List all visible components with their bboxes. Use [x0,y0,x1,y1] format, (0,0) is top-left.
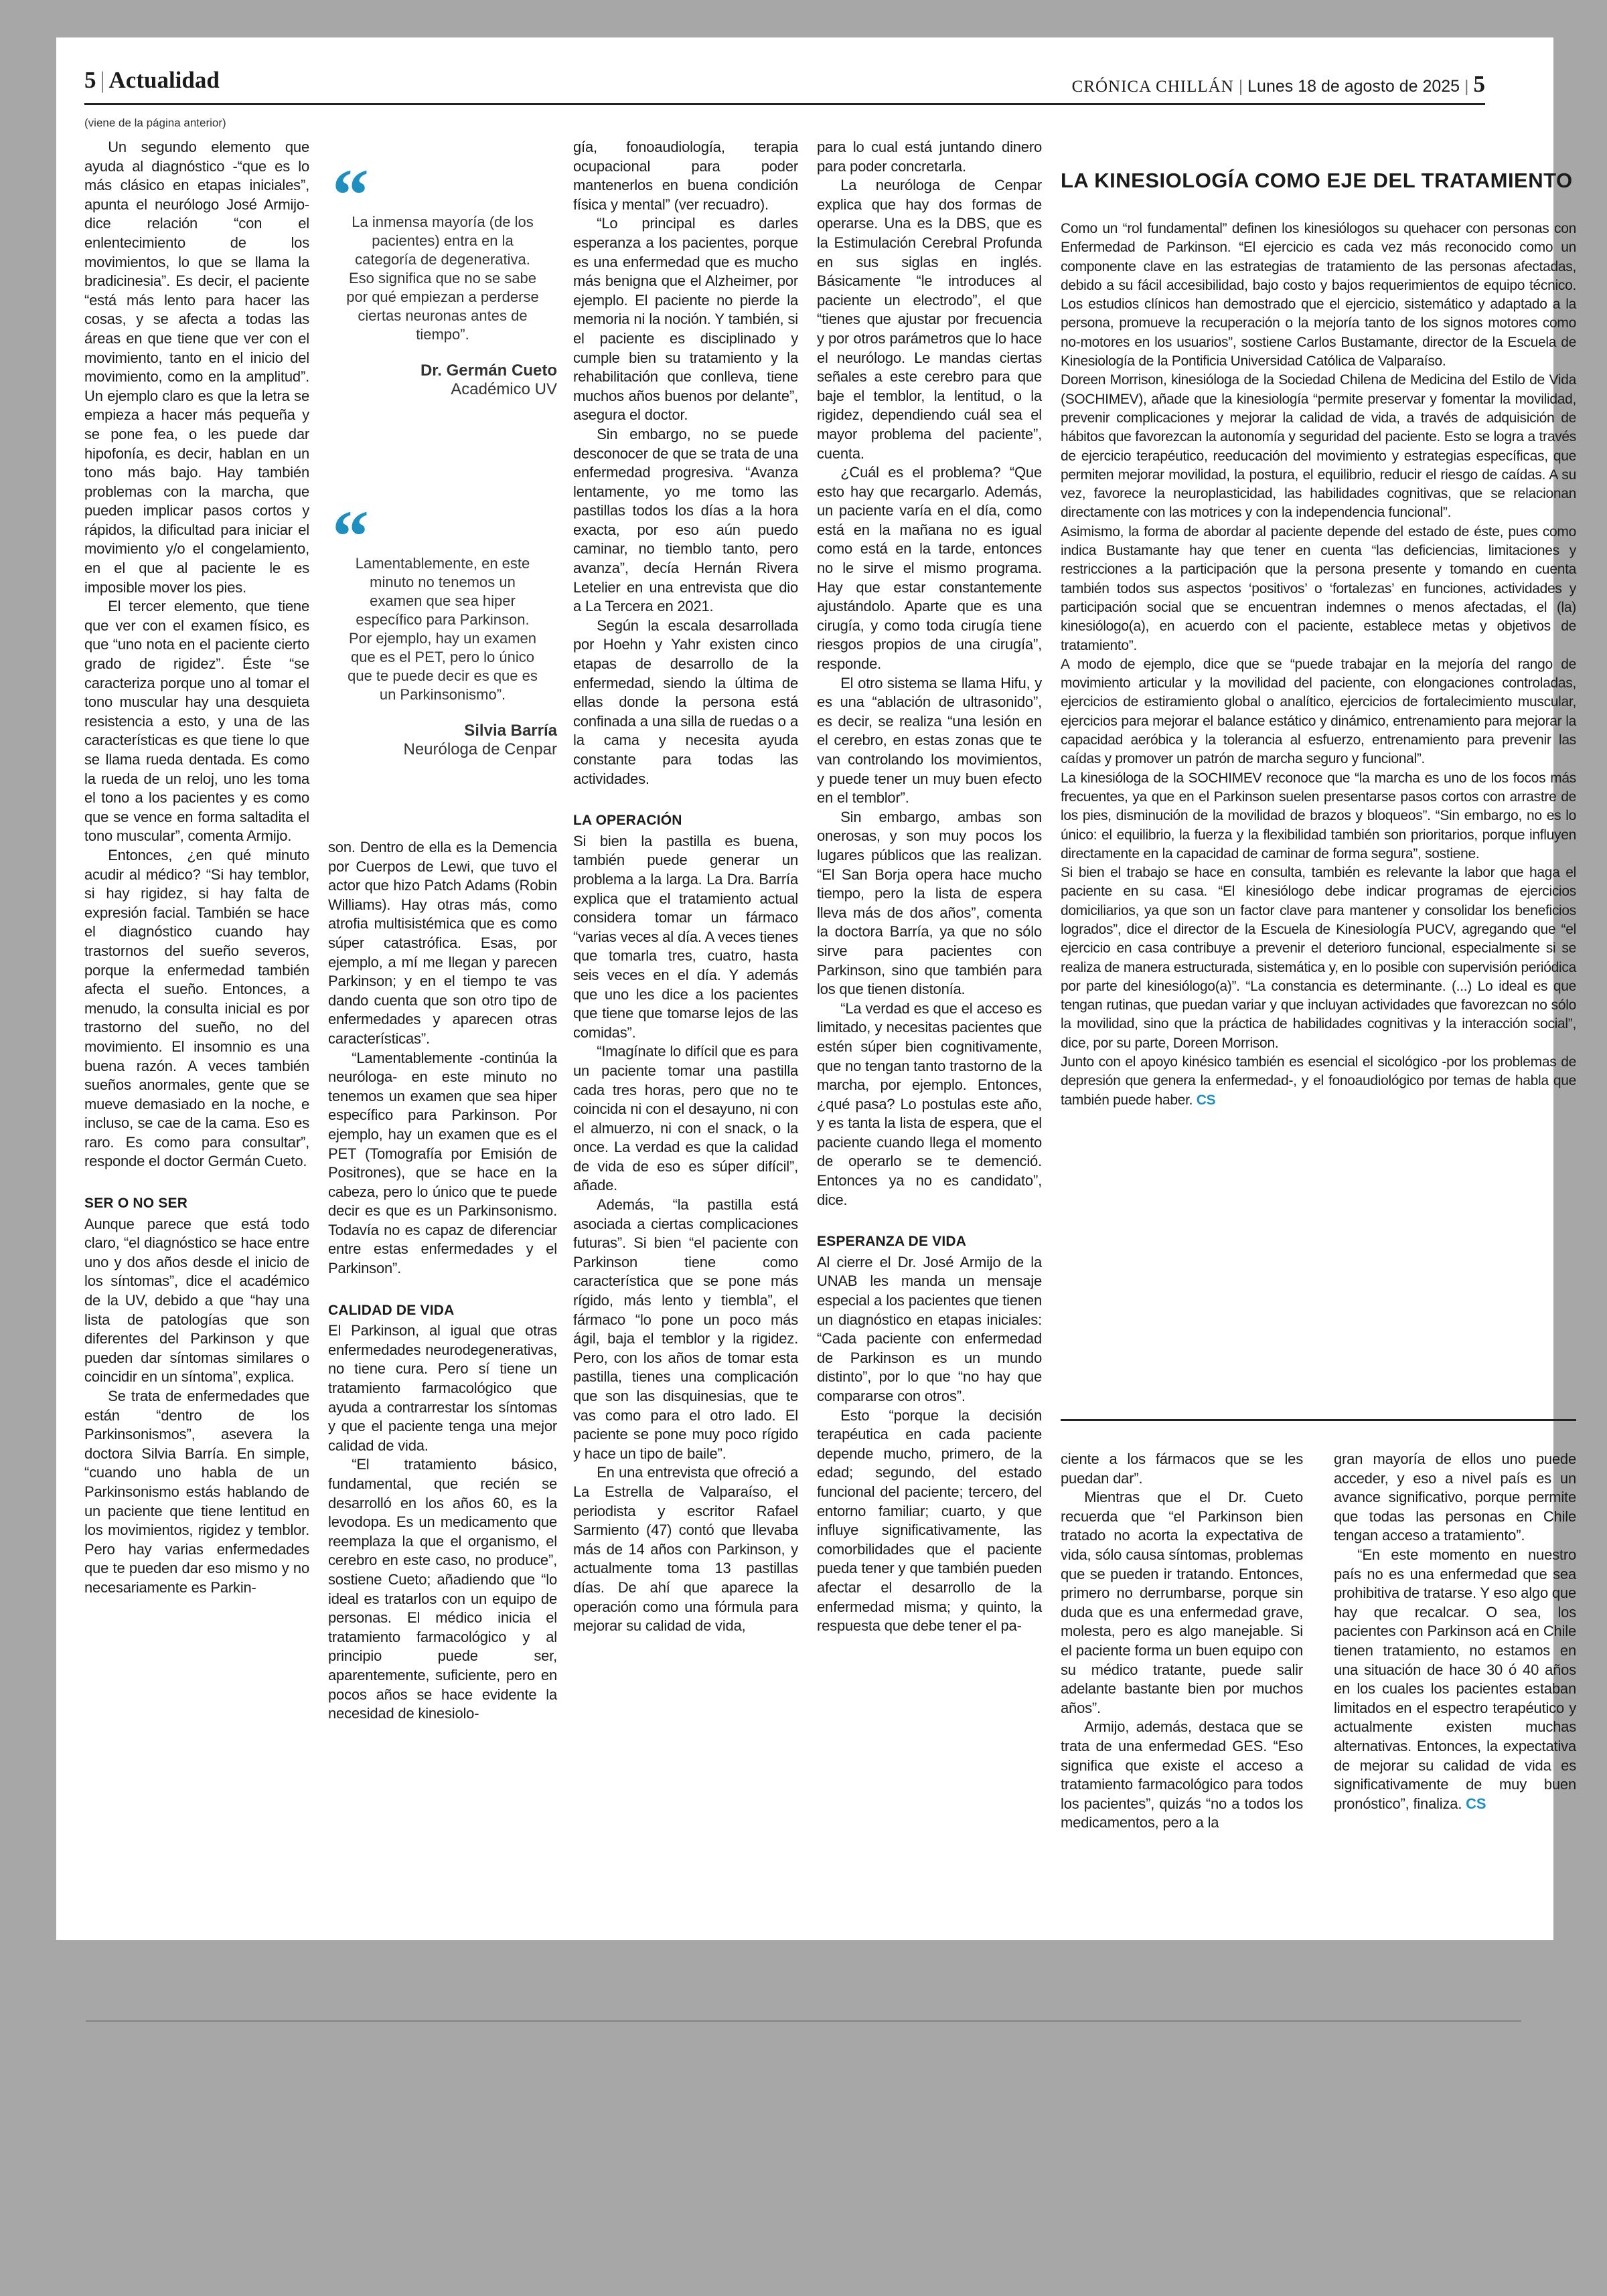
quote-author: Silvia Barría [464,722,557,740]
paragraph: La neuróloga de Cenpar explica que hay dos formas de operarse. Una es la DBS, que es la Estimulación Cerebral Profunda en sus siglas en inglés. Básicamente “le introduces al paciente un electrodo”, el que “tienes que ajustar por frecuencia y por otros parámetros que lo hace el neurólogo. Le mandas ciertas señales a este cerebro para que baje el temblor, la lentitud, o la rigidez, dependiendo cuál sea el mayor problema del paciente”, cuenta. [817,177,1042,462]
quote-author: Dr. Germán Cueto [420,361,557,380]
paragraph-text: “En este momento en nuestro país no es una enfermedad que sea prohibitiva de tratarse. Y eso algo que hay que recalcar. O sea, los pacientes con Parkinson acá en Chile tienen tratamiento, no estamos en una situación de hace 30 ó 40 años en los cuales los pacientes estaban limitados en el espectro terapéutico y actualmente existen muchas alternativas. Entonces, la expectativa de mejorar su calidad de vida es significativamente de muy buen pronóstico”, finaliza. [1334,1546,1576,1812]
article-column-5 [1061,1450,1303,1833]
paragraph: Armijo, además, destaca que se trata de una enfermedad GES. “Eso significa que existe el acceso a tratamiento farmacológico para todos los pacientes”, quizás “no a todos los medicamentos, pero a la [1061,1718,1303,1831]
quote-text: Lamentablemente, en este minuto no tenemos un examen que sea hiper específico para Parkinson. Por ejemplo, hay un examen que es el PET, pero lo único que te puede decir es que es un Parkinsonismo”. [348,555,538,703]
section-header: 5 | Actualidad [84,67,220,93]
paragraph: Además, “la pastilla está asociada a ciertas complicaciones futuras”. Si bien “el paciente con Parkinson tiene como característica que se pone más rígido, más lento y tiembla”, el fármaco “lo pone un poco más ágil, baja el temblor y la rigidez. Pero, con los años de tomar esta pastilla, tienes una complicación que son las disquinesias, que te vas como para el otro lado. El paciente se pone muy poco rígido y hace un tipo de baile”. [573,1196,798,1462]
paragraph: “La verdad es que el acceso es limitado, y necesitas pacientes que estén súper bien cognitivamente, que no tengan tanto trastorno de la marcha, por ejemplo. Entonces, ¿qué pasa? Lo postulas este año, y es tanta la lista de espera, que el paciente cuando llega el momento de operarlo se te demenció. Entonces ya no es candidato”, dice. [817,999,1042,1208]
quote-mark-icon: “ [332,154,369,236]
paragraph: Aunque parece que está todo claro, “el diagnóstico se hace entre uno y dos años desde el inicio de los síntomas”, dice el académico de la UV, debido a que “hay una lista de patologías que son diferentes del Parkinson y que pueden dar síntomas similares o coincidir en un síntoma”, explica. [84,1215,309,1386]
newspaper-page [56,37,1576,1940]
paragraph: Entonces, ¿en qué minuto acudir al médico? “Si hay temblor, si hay rigidez, si hay falta de expresión facial. También se hace el diagnóstico cuando hay trastornos del sueño severos, porque la enfermedad también afecta el sueño. Entonces, a menudo, la consulta inicial es por trastorno del sueño, no del movimiento. El insomnio es una buena razón. A veces también sueños anormales, gente que se mueve demasiado en la noche, e incluso, se cae de la cama. Eso es raro. Es como para consultar”, responde el doctor Germán Cueto. [84,846,309,1170]
section-name: Actualidad [108,67,220,93]
paragraph: ciente a los fármacos que se les puedan dar”. [1061,1451,1303,1487]
paragraph: Esto “porque la decisión terapéutica en cada paciente depende mucho, primero, de la edad; segundo, del estado funcional del paciente; tercero, del entorno familiar; cuarto, y que influye significativamente, las comorbilidades que el paciente pueda tener y que también pueden afectar el desarrollo de la enfermedad misma; y quinto, la respuesta que debe tener el pa- [817,1406,1042,1635]
box-bottom-rule [1061,1419,1576,1421]
masthead-right: CRÓNICA CHILLÁN | Lunes 18 de agosto de 2025 | 5 [1071,71,1485,97]
paragraph: ¿Cuál es el problema? “Que esto hay que recargarlo. Además, un paciente varía en el día, como está en la mañana no es igual como está en la tarde, entonces no le sirve el mismo programa. Hay que estar constantemente ajustándolo. Aparte que es una cirugía, y como toda cirugía tiene riesgos propios de una cirugía”, responde. [817,464,1042,673]
issue-date: Lunes 18 de agosto de 2025 [1247,77,1460,96]
subheading-esperanza-de-vida: ESPERANZA DE VIDA [817,1234,967,1250]
paragraph: para lo cual está juntando dinero para poder concretarla. [817,139,1042,175]
article-column-3 [573,138,798,1636]
continued-note: (viene de la página anterior) [84,116,226,129]
paragraph: Sin embargo, ambas son onerosas, y son muy pocos los lugares públicos que las realizan. “El San Borja opera hace mucho tiempo, pero la lista de espera lleva más de dos años”, comenta la doctora Barría, ya que no sólo sirve para pacientes con Parkinson, sino que también para los que tienen distonía. [817,808,1042,998]
pull-quote-barria [328,495,557,759]
paragraph: Mientras que el Dr. Cueto recuerda que “el Parkinson bien tratado no acorta la expectativa de vida, sólo causa síntomas, problemas que se pueden ir tratando. Entonces, primero no derrumbarse, porque sin duda que es una enfermedad grave, molesta, pero es algo manejable. Si el paciente forma un buen equipo con su médico tratante, puede salir adelante bastante bien por muchos años”. [1061,1489,1303,1716]
paragraph [1061,1053,1576,1110]
paragraph: La kinesióloga de la SOCHIMEV reconoce que “la marcha es uno de los focos más frecuentes, ya que en el Parkinson suelen presentarse pasos cortos con arrastre de los pies, disminución de la movilidad de brazos y bloqueos”. “Sin embargo, no es lo único: el equilibrio, la fuerza y la flexibilidad también son prioritarios, porque influyen directamente en la capacidad de caminar de forma segura”, sostiene. [1061,770,1576,862]
kinesiology-box-text [1061,220,1576,1110]
end-mark-icon: CS [1466,1795,1486,1812]
quote-author-role: Académico UV [451,380,557,398]
paragraph: Asimismo, la forma de abordar al paciente depende del estado de éste, pues como indica Bustamante hay que tener en cuenta “las deficiencias, limitaciones y restricciones a la participación que la persona presente y tomando en cuenta también todos sus aspectos ‘positivos’ o ‘fortalezas’ en funciones, actividades y participación social que se encuentran indemnes o menos afectadas, el (la) kinesiólogo(a), en acuerdo con el paciente, establece metas y objetivos de tratamiento”. [1061,523,1576,653]
paragraph: Al cierre el Dr. José Armijo de la UNAB les manda un mensaje especial a los pacientes que tienen un diagnóstico en etapas iniciales: “Cada paciente con enfermedad de Parkinson es un mundo distinto”, por lo que “no hay que compararse con otros”. [817,1253,1042,1404]
paragraph-text: Junto con el apoyo kinésico también es esencial el sicológico -por los problemas de depresión que genera la enfermedad-, y el fonoaudiológico por temas de habla que también puede haber. [1061,1054,1576,1108]
paragraph: gía, fonoaudiología, terapia ocupacional para poder mantenerlos en buena condición física y mental” (ver recuadro). [573,139,798,213]
subheading-calidad-de-vida: CALIDAD DE VIDA [328,1302,455,1318]
paragraph: “Lamentablemente -continúa la neuróloga- en este minuto no tenemos un examen que sea hiper específico para Parkinson. Por ejemplo, hay un examen que es el PET (Tomografía por Emisión de Positrones), que se hace en la cabeza, pero lo único que te puede decir es que es un Parkinsonismo. Todavía no es capaz de diferenciar entre estas enfermedades y el Parkinson”. [328,1049,557,1277]
paragraph: Si bien el trabajo se hace en consulta, también es relevante la labor que haga el paciente en su casa. “El kinesiólogo debe indicar programas de ejercicios domiciliarios, ya que son un factor clave para mantener y consolidar los beneficios logrados”, dice el director de la Escuela de Kinesiología PUCV, agregando que “el ejercicio en casa contribuye a prevenir el deterioro funcional, especialmente si se realiza de manera estructurada, sistemática y, en lo posible con supervisión periódica por parte del kinesiólogo(a)”. “La constancia es determinante. (...) Lo ideal es que tengan rutinas, que puedan variar y que incluyan actividades que favorezcan no sólo la movilidad, sino que la práctica de habilidades cognitivas y la interacción social”, dice, por su parte, Doreen Morrison. [1061,865,1576,1051]
quote-text: La inmensa mayoría (de los pacientes) entra en la categoría de degenerativa. Eso significa que no se sabe por qué empiezan a perderse ciertas neuronas antes de tiempo”. [346,214,539,343]
paragraph: Un segundo elemento que ayuda al diagnóstico -“que es lo más clásico en etapas iniciales”, apunta el neurólogo José Armijo- dice relación “con el enlentecimiento de los movimientos, lo que se llama la bradicinesia”. Es decir, el paciente “está más lento para hacer las cosas, y se afecta a todas las áreas en que tiene que ver con el movimiento, tanto en el inicio del movimiento, como en la amplitud”. Un ejemplo claro es que la letra se empieza a hacer más pequeña y se pone fea, o les puede dar hipofonía, es decir, hablan en un tono más bajo. Hay también problemas con la marcha, que pueden implicar pasos cortos y rápidos, la dificultad para iniciar el movimiento y/o el congelamiento, en el que al paciente le es imposible mover los pies. [84,139,309,596]
paragraph: A modo de ejemplo, dice que se “puede trabajar en la mejoría del rango de movimiento articular y la movilidad del paciente, con elongaciones controladas, ejercicios de estiramiento global o analítico, ejercicios de fortalecimiento muscular, ejercicios para mejorar el balance estático y dinámico, entrenamiento para mejorar la capacidad aeróbica y la tolerancia al esfuerzo, entrenamiento para prevenir las caídas y promover un patrón de marcha seguro y funcional”. [1061,656,1576,767]
page-header [84,67,1485,100]
page-number-right: 5 [1473,71,1485,97]
paragraph: Doreen Morrison, kinesióloga de la Sociedad Chilena de Medicina del Estilo de Vida (SOCHIMEV), añade que la kinesiología “permite preservar y fomentar la movilidad, prevenir complicaciones y mejorar la calidad de vida, a través de adquisición de hábitos que favorezcan la autonomía y seguridad del paciente. Esto se logra a través de ejercicio terapéutico, reeducación del movimiento y estrategias específicas, que permiten mejorar movilidad, la postura, el equilibrio, reducir el riesgo de caídas. A su vez, favorece la neuroplasticidad, las habilidades cognitivas, que se relacionan directamente con las motrices y con la independencia funcional”. [1061,372,1576,521]
paragraph: “El tratamiento básico, fundamental, que recién se desarrolló en los años 60, es la levodopa. Es un medicamento que reemplaza la que el organismo, el cerebro en este caso, no produce”, sostiene Cueto; añadiendo que “lo ideal es tratarlos con un equipo de personas. El médico inicia el tratamiento farmacológico y al principio puede ser, aparentemente, suficiente, pero en pocos años se hace evidente la necesidad de kinesiolo- [328,1456,557,1722]
paragraph: Si bien la pastilla es buena, también puede generar un problema a la larga. La Dra. Barría explica que el tratamiento actual considera tomar un fármaco “varias veces al día. A veces tienes que tomarla tres, cuatro, hasta seis veces en el día. Y además que uno les dice a los pacientes que tiene que tomarse lejos de las comidas”. [573,832,798,1041]
viewer-separator-line [86,2020,1521,2022]
quote-mark-icon: “ [332,495,369,577]
paragraph: El Parkinson, al igual que otras enfermedades neurodegenerativas, no tiene cura. Pero sí tiene un tratamiento farmacológico que ayuda a contrarrestar los síntomas y que el paciente tenga una mejor calidad de vida. [328,1322,557,1454]
pull-quote-cueto [328,154,557,399]
paragraph: son. Dentro de ella es la Demencia por Cuerpos de Lewi, que tuvo el actor que hizo Patch Adams (Robin Williams). Hay otras más, como atrofia multisistémica que es como súper catastrófica. Esas, por ejemplo, a mí me llegan y parecen Parkinson; y en el tiempo te vas dando cuenta que son otro tipo de enfermedades y aparecen otras características”. [328,839,557,1047]
box-title: LA KINESIOLOGÍA COMO EJE DEL TRATAMIENTO [1061,169,1573,192]
paragraph: “Lo principal es darles esperanza a los pacientes, porque es una enfermedad que es mucho más benigna que el Alzheimer, por ejemplo. El paciente no pierde la memoria ni la noción. Y también, si el paciente es disciplinado y cumple bien su tratamiento y la rehabilitación que conlleva, tiene muchos años buenos por delante”, asegura el doctor. [573,215,798,424]
quote-author-role: Neuróloga de Cenpar [403,740,557,758]
subheading-la-operacion: LA OPERACIÓN [573,813,682,829]
article-column-2 [328,838,557,1724]
paper-name: CRÓNICA CHILLÁN [1071,78,1234,96]
paragraph: Según la escala desarrollada por Hoehn y Yahr existen cinco etapas de desarrollo de la enfermedad, siendo la última de ellas donde la persona está confinada a una silla de ruedas o a la cama y necesita ayuda constante para todas las actividades. [573,617,798,787]
paragraph [1334,1546,1576,1813]
paragraph: Se trata de enfermedades que están “dentro de los Parkinsonismos”, asevera la doctora Silvia Barría. En simple, “cuando uno habla de un Parkinsonismo estás hablando de un paciente que tiene lentitud en los movimientos, rigidez y temblor. Pero hay varias enfermedades que te pueden dar eso mismo y no necesariamente es Parkin- [84,1388,309,1596]
end-mark-icon: CS [1196,1092,1216,1108]
subheading-ser-o-no-ser: SER O NO SER [84,1196,188,1212]
header-rule [84,103,1485,105]
paragraph: Sin embargo, no se puede desconocer de que se trata de una enfermedad progresiva. “Avanza lentamente, yo me tomo las pastillas todos los días a la hora exacta, por eso aún puedo caminar, no tiemblo tanto, pero avanza”, decía Hernán Rivera Letelier en una entrevista que dio a La Tercera en 2021. [573,425,798,615]
paragraph: En una entrevista que ofreció a La Estrella de Valparaíso, el periodista y escritor Rafael Sarmiento (47) contó que llevaba más de 14 años con Parkinson, y actualmente toma 13 pastillas días. De ahí que aparece la operación como una fórmula para mejorar su calidad de vida, [573,1464,798,1635]
page-number-left: 5 [84,67,96,93]
paragraph: gran mayoría de ellos uno puede acceder, y eso a nivel país es un avance significativo, porque permite que todas las personas en Chile tengan acceso a tratamiento”. [1334,1451,1576,1544]
paragraph: El tercer elemento, que tiene que ver con el examen físico, es que “uno nota en el paciente cierto grado de rigidez”. Éste “se caracteriza porque uno al tomar el tono muscular hay una desquieta resistencia a esto, y una de las características es que tiene lo que se llama rueda dentada. Es como la rueda de un reloj, uno les toma el tono a los pacientes y es como que se vence en forma saltadita el tono muscular”, comenta Armijo. [84,598,309,845]
article-column-4 [817,138,1042,1636]
paragraph: Como un “rol fundamental” definen los kinesiólogos su quehacer con personas con Enfermedad de Parkinson. “El ejercicio es cada vez más reconocido como un componente clave en las estrategias de tratamiento de las personas afectadas, debido a su fácil accesibilidad, bajo costo y bajos requerimientos de equipo técnico. Los estudios clínicos han demostrado que el ejercicio, sistemático y adaptado a la persona, promueve la recuperación o la mejoría tanto de los signos motores como no-motores en los usuarios”, sostiene Carlos Bustamante, director de la Escuela de Kinesiología de la Pontificia Universidad Católica de Valparaíso. [1061,221,1576,370]
paragraph: “Imagínate lo difícil que es para un paciente tomar una pastilla cada tres horas, pero que no te coincida ni con el desayuno, ni con el almuerzo, ni con el snack, o la once. La verdad es que la calidad de vida de eso es súper difícil”, añade. [573,1043,798,1194]
article-column-6 [1334,1450,1576,1813]
article-column-1 [84,138,309,1945]
paragraph: El otro sistema se llama Hifu, y es una “ablación de ultrasonido”, es decir, se realiza “una lesión en el cerebro, en estas zonas que te van controlando los movimientos, y puede tener un muy buen efecto en el temblor”. [817,674,1042,807]
